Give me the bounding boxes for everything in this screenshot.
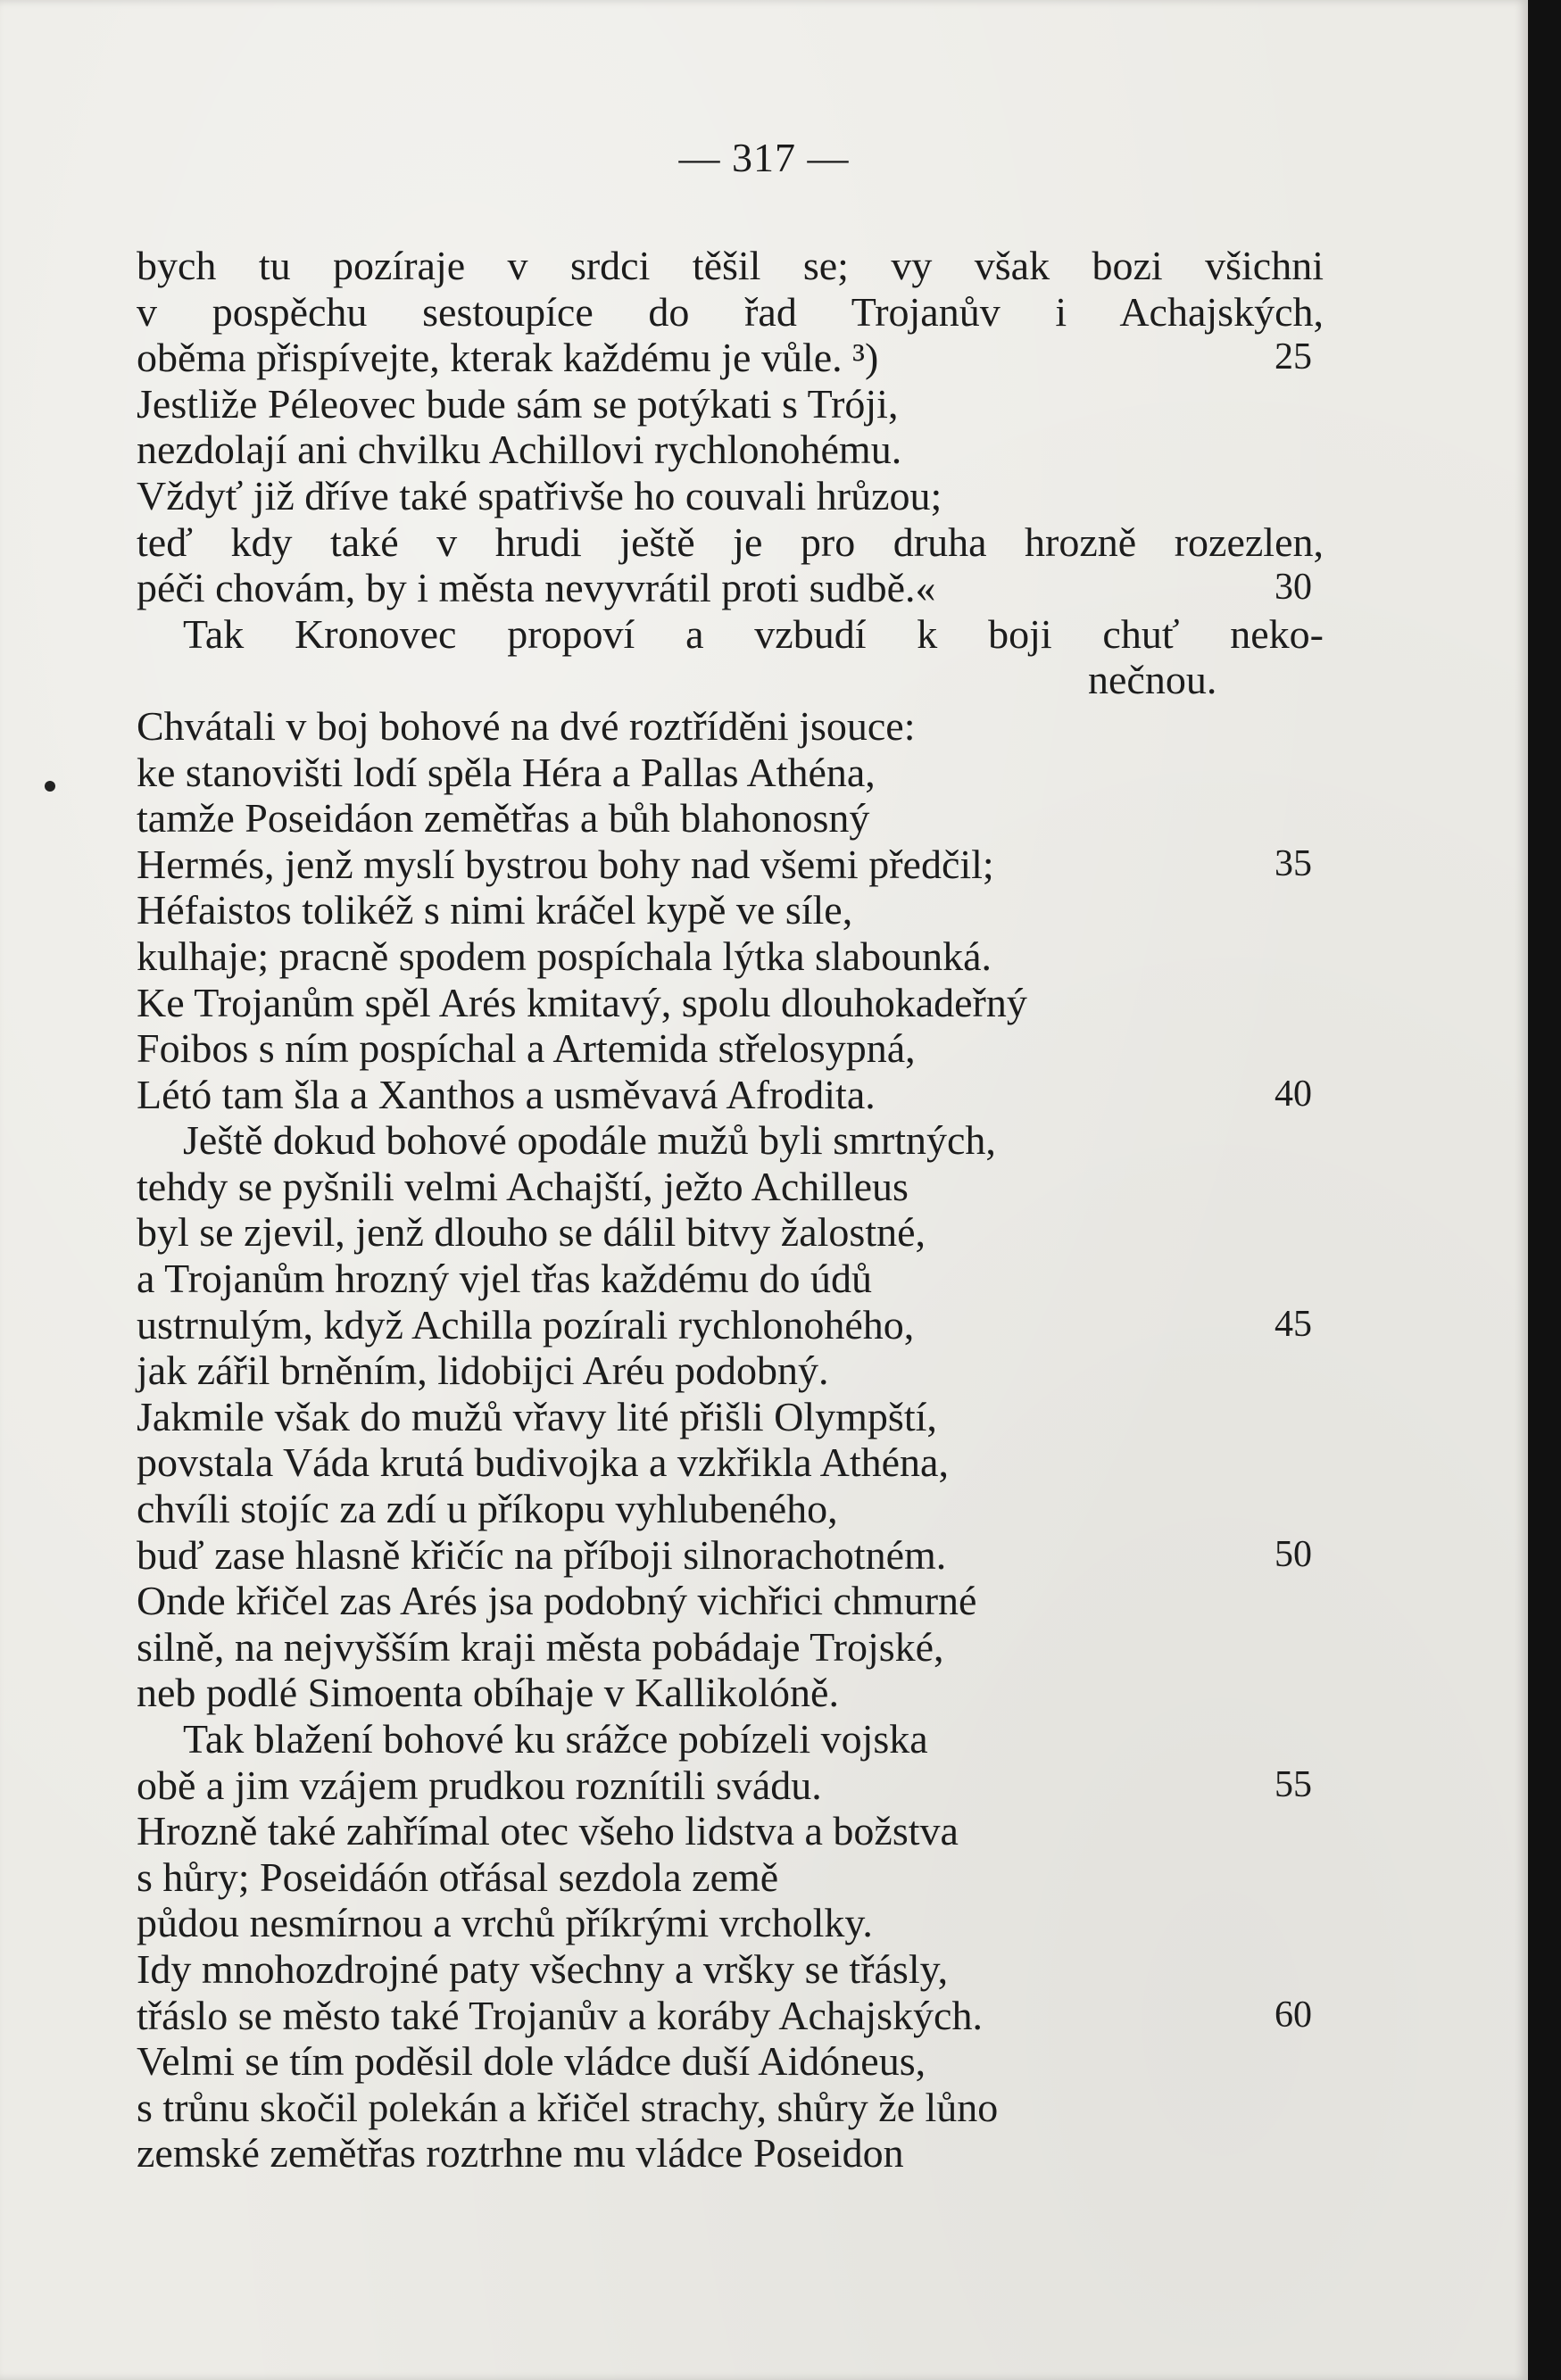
verse-line-continuation: nečnou. <box>1088 657 1217 703</box>
verse-line: Tak Kronovec propoví a vzbudí k boji chuť neko- <box>183 610 1324 657</box>
line-number: 50 <box>1275 1534 1312 1575</box>
scan-edge <box>1528 0 1561 2380</box>
verse-line: Létó tam šla a Xanthos a usměvavá Afrodita. <box>137 1071 876 1117</box>
verse-line: oběma přispívejte, kterak každému je vůle. ³) <box>137 335 879 381</box>
verse-line: kulhaje; pracně spodem pospíchala lýtka slabounká. <box>137 933 992 979</box>
verse-line: Onde křičel zas Arés jsa podobný vichřici chmurné <box>137 1578 977 1624</box>
verse-line: a Trojanům hrozný vjel třas každému do údů <box>137 1256 873 1302</box>
line-number: 35 <box>1275 843 1312 884</box>
line-number: 25 <box>1275 336 1312 377</box>
verse-line: Idy mnohozdrojné paty všechny a vršky se třásly, <box>137 1945 949 1992</box>
line-number: 45 <box>1275 1304 1312 1345</box>
verse-line: s hůry; Poseidáón otřásal sezdola země <box>137 1853 779 1900</box>
verse-line: třáslo se město také Trojanův a koráby Achajských. <box>137 1992 983 2038</box>
verse-line: Hermés, jenž myslí bystrou bohy nad všemi předčil; <box>137 841 994 887</box>
verse-line: chvíli stojíc za zdí u příkopu vyhlubeného, <box>137 1486 838 1532</box>
page-number: — 317 — <box>678 135 850 180</box>
poem-text <box>137 243 1324 2177</box>
verse-line: Foibos s ním pospíchal a Artemida střelosypná, <box>137 1025 916 1072</box>
line-number: 40 <box>1275 1074 1312 1115</box>
verse-line: buď zase hlasně křičíc na příboji silnorachotném. <box>137 1531 947 1578</box>
verse-line: jak zářil brněním, lidobijci Aréu podobný. <box>137 1348 829 1394</box>
verse-line: péči chovám, by i města nevyvrátil proti sudbě.« <box>137 565 936 611</box>
verse-line: Tak blažení bohové ku srážce pobízeli vojska <box>183 1716 928 1762</box>
verse-line: bych tu pozíraje v srdci těšil se; vy však bozi všichni <box>137 243 1324 288</box>
verse-line: Héfaistos tolikéž s nimi kráčel kypě ve síle, <box>137 887 853 933</box>
verse-line: s trůnu skočil polekán a křičel strachy, shůry že lůno <box>137 2084 999 2130</box>
verse-line: Jakmile však do mužů vřavy lité přišli Olympští, <box>137 1393 937 1439</box>
verse-line: nezdolají ani chvilku Achillovi rychlonohému. <box>137 427 902 473</box>
verse-line: Jestliže Péleovec bude sám se potýkati s Tróji, <box>137 380 899 427</box>
line-number: 55 <box>1275 1764 1312 1805</box>
verse-line: byl se zjevil, jenž dlouho se dálil bitvy žalostné, <box>137 1209 926 1256</box>
verse-line: povstala Váda krutá budivojka a vzkřikla Athéna, <box>137 1439 949 1486</box>
ink-speck <box>45 781 55 792</box>
verse-line: zemské zemětřas roztrhne mu vládce Poseidon <box>137 2130 904 2177</box>
verse-line: ustrnulým, když Achilla pozírali rychlonohého, <box>137 1301 915 1348</box>
verse-line: Chvátali v boj bohové na dvé roztříděni jsouce: <box>137 702 916 749</box>
verse-line: neb podlé Simoenta obíhaje v Kallikolóně. <box>137 1670 839 1716</box>
verse-line: obě a jim vzájem prudkou roznítili svádu. <box>137 1762 822 1808</box>
verse-line: tamže Poseidáon zemětřas a bůh blahonosný <box>137 795 870 842</box>
verse-line: Vždyť již dříve také spatřivše ho couvali hrůzou; <box>137 472 942 518</box>
verse-line: ke stanovišti lodí spěla Héra a Pallas Athéna, <box>137 749 876 795</box>
verse-line: Hrozně také zahřímal otec všeho lidstva a božstva <box>137 1808 959 1854</box>
verse-line: v pospěchu sestoupíce do řad Trojanův i Achajských, <box>137 288 1324 335</box>
line-number: 60 <box>1275 1994 1312 2036</box>
verse-line: Ke Trojanům spěl Arés kmitavý, spolu dlouhokadeřný <box>137 979 1027 1025</box>
verse-line: Velmi se tím poděsil dole vládce duší Aidóneus, <box>137 2038 926 2085</box>
verse-line: teď kdy také v hrudi ještě je pro druha hrozně rozezlen, <box>137 518 1324 565</box>
verse-line: půdou nesmírnou a vrchů příkrými vrcholky. <box>137 1900 873 1946</box>
verse-line: tehdy se pyšnili velmi Achajští, ježto Achilleus <box>137 1163 909 1209</box>
verse-line: silně, na nejvyšším kraji města pobádaje Trojské, <box>137 1623 944 1670</box>
line-number: 30 <box>1275 567 1312 608</box>
verse-line: Ještě dokud bohové opodále mužů byli smrtných, <box>183 1117 996 1164</box>
